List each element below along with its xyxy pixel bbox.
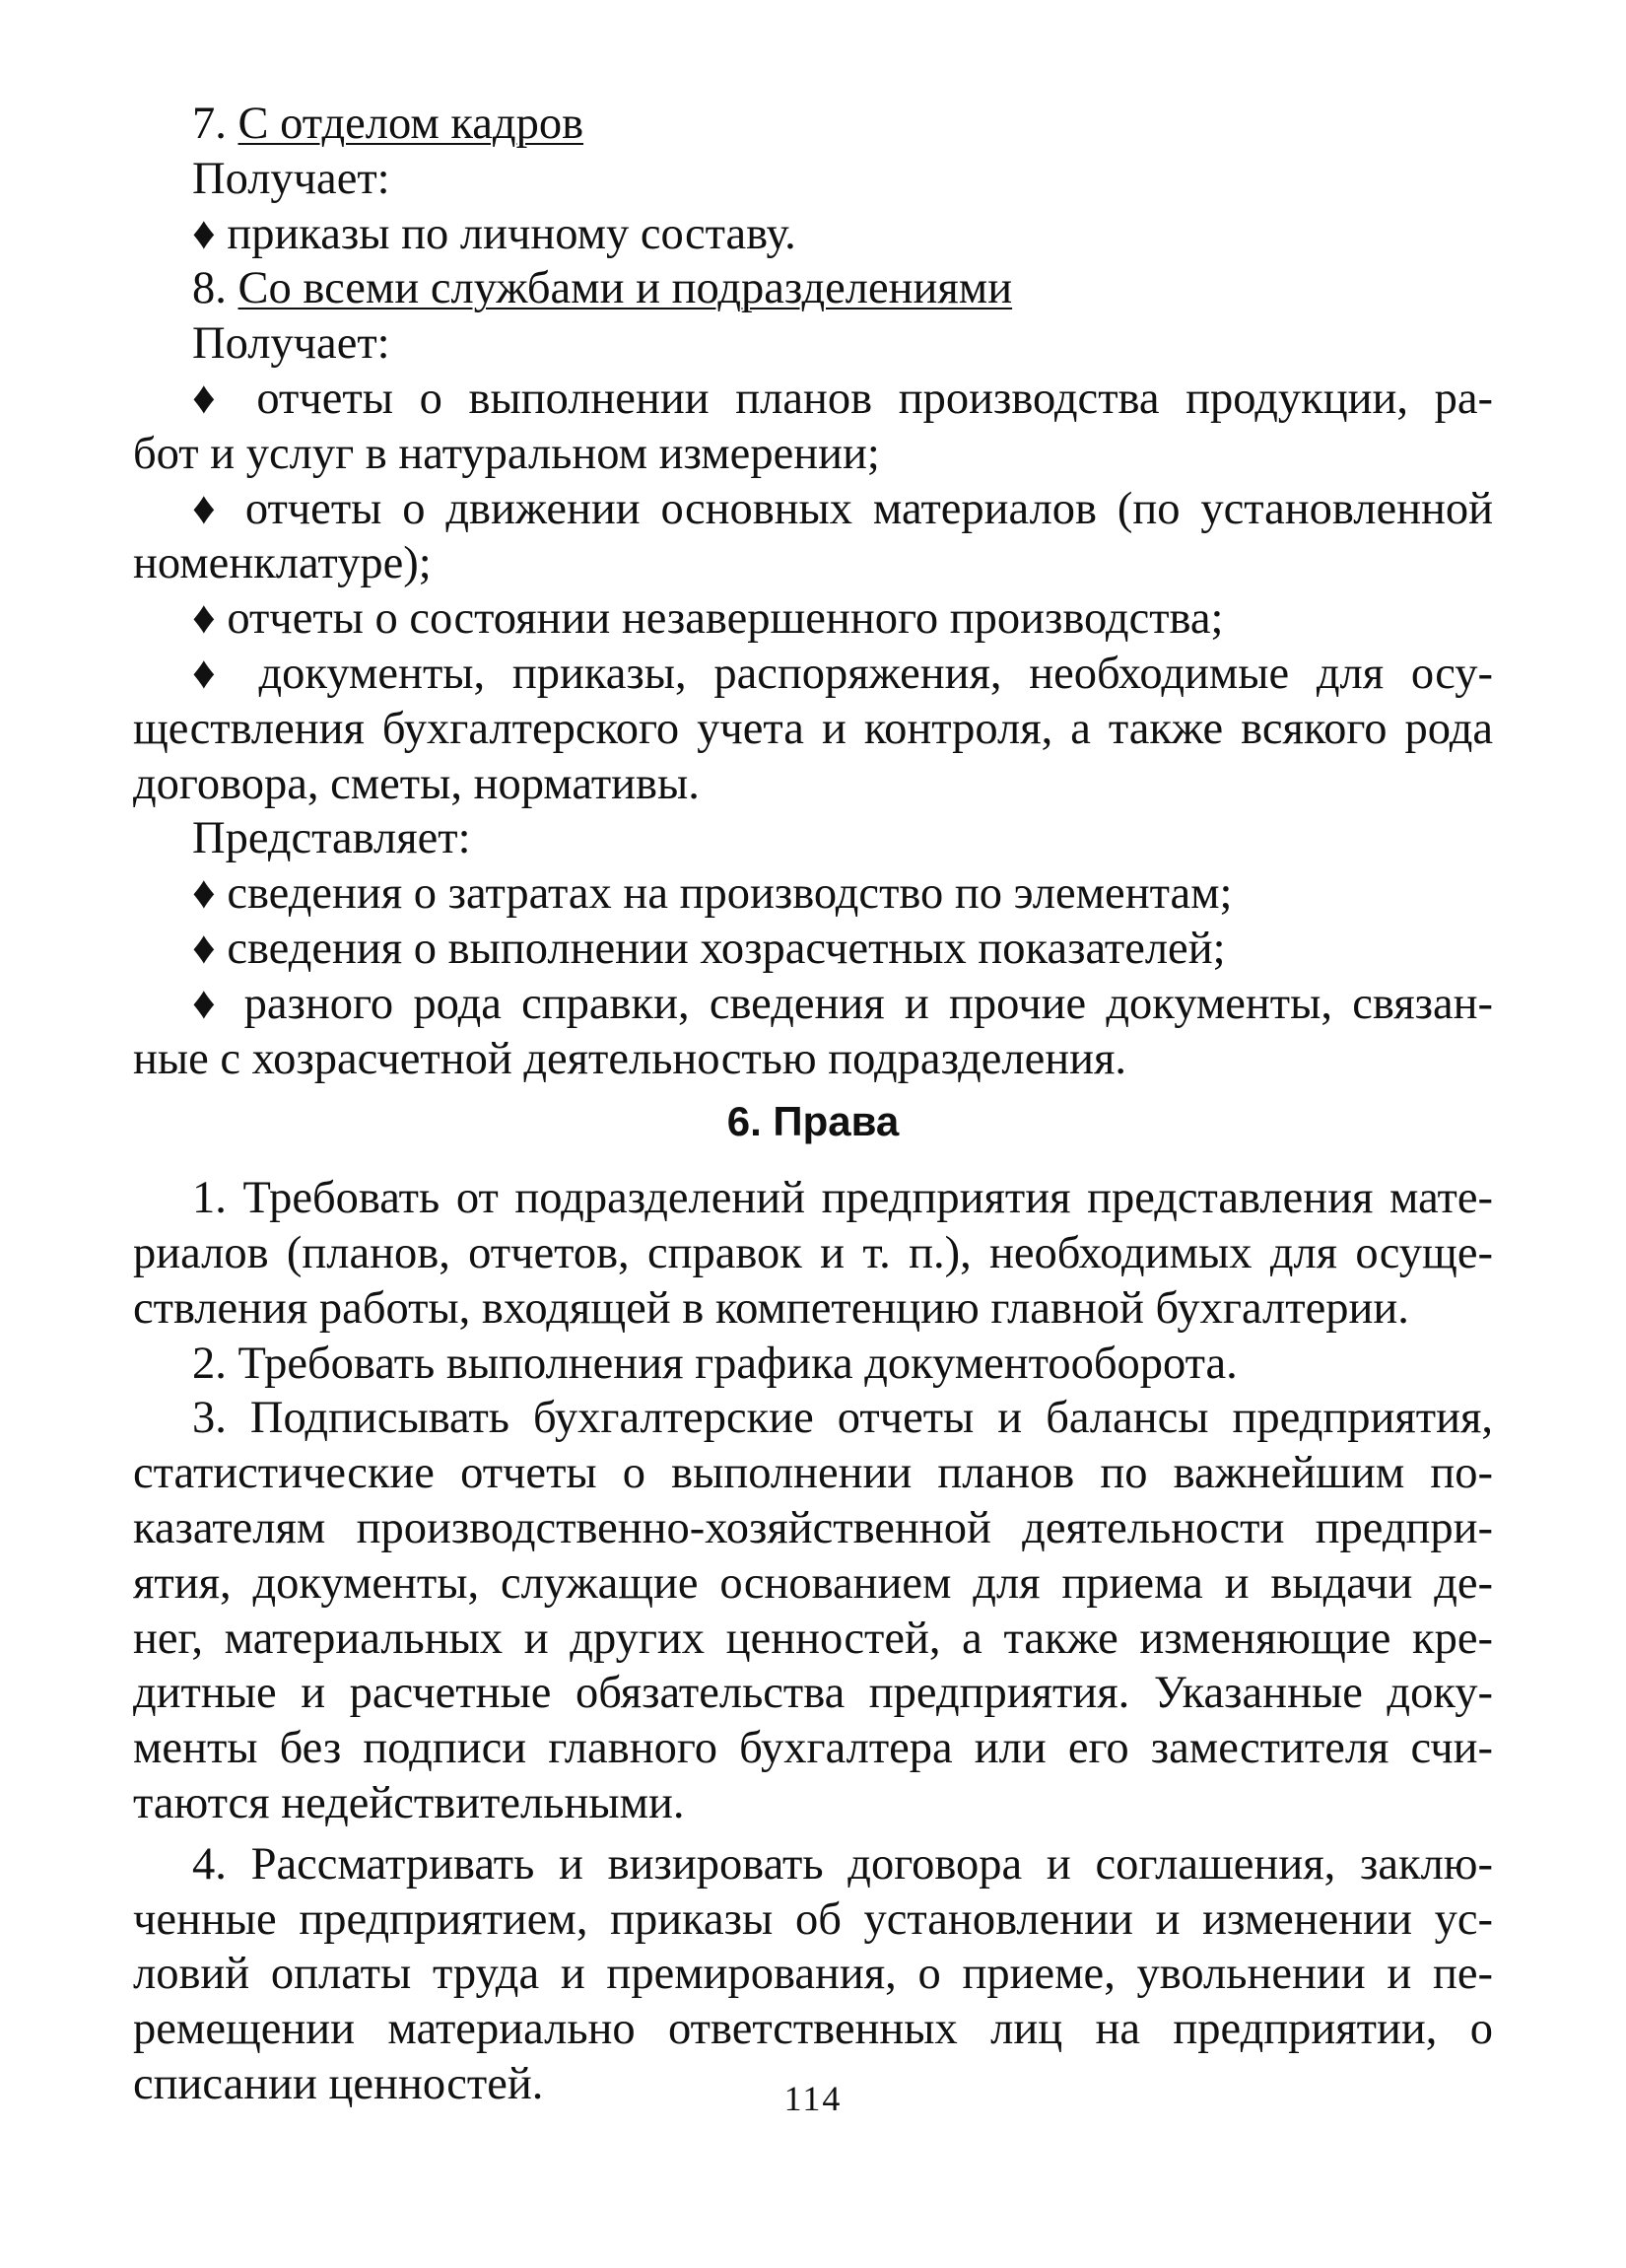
paragraph-line: статистические отчеты о выполнении планов по важнейшим по- [133,1448,1493,1499]
bullet-line: ♦ разного рода справки, сведения и прочие документы, связан- [192,978,1493,1029]
bullet-line: ♦ отчеты о движении основных материалов (по установленной [192,483,1493,534]
paragraph-line: ченные предприятием, приказы об установлении и изменении ус- [133,1893,1493,1945]
bullet-line: ♦ сведения о выполнении хозрасчетных показателей; [192,923,1226,974]
provides-label: Представляет: [192,813,471,864]
paragraph-line: таются недействительными. [133,1777,685,1828]
bullet-line: ♦ отчеты о состоянии незавершенного производства; [192,593,1224,645]
paragraph-line: нег, материальных и других ценностей, а также изменяющие кре- [133,1613,1493,1664]
item-title: С отделом кадров [237,99,584,149]
paragraph-line: списании ценностей. [133,2058,544,2109]
paragraph-line: ремещении материально ответственных лиц на предприятии, о [133,2004,1493,2055]
paragraph-line: казателям производственно-хозяйственной деятельности предпри- [133,1502,1493,1553]
page-body [133,97,1493,2112]
bullet-line: бот и услуг в натуральном измерении; [133,428,880,479]
bullet-line: ществления бухгалтерского учета и контроля, а также всякого рода [133,703,1493,754]
item-8-heading [133,261,1493,316]
paragraph-line: 3. Подписывать бухгалтерские отчеты и балансы предприятия, [192,1393,1493,1444]
section-title: 6. Права [726,1098,900,1145]
paragraph-line: ятия, документы, служащие основанием для приема и выдачи де- [133,1557,1493,1609]
page-number: 114 [783,2079,843,2118]
bullet-line: договора, сметы, нормативы. [133,758,700,809]
item-number: 8. [192,263,238,314]
item-title: Со всеми службами и подразделениями [237,263,1013,314]
paragraph-line: ловий оплаты труда и премирования, о приеме, увольнении и пе- [133,1949,1493,2000]
bullet-line: ♦ отчеты о выполнении планов производства продукции, ра- [192,373,1493,424]
bullet-line: ♦ документы, приказы, распоряжения, необходимые для осу- [192,648,1493,699]
item-7-heading [133,97,1493,152]
bullet-line: номенклатуре); [133,538,432,589]
bullet-line: ные с хозрасчетной деятельностью подразделения. [133,1033,1127,1084]
bullet-line: ♦ сведения о затратах на производство по элементам; [192,868,1233,920]
paragraph-line: 2. Требовать выполнения графика документооборота. [192,1338,1238,1389]
paragraph-line: 1. Требовать от подразделений предприятия представления мате- [192,1173,1493,1224]
receives-label: Получает: [192,318,390,370]
paragraph-line: менты без подписи главного бухгалтера или его заместителя счи- [133,1723,1493,1774]
paragraph-line: риалов (планов, отчетов, справок и т. п.), необходимых для осуще- [133,1227,1493,1278]
paragraph-line: 4. Рассматривать и визировать договора и соглашения, заклю- [192,1838,1493,1890]
receives-label: Получает: [192,153,390,204]
paragraph-line: дитные и расчетные обязательства предприятия. Указанные доку- [133,1668,1493,1719]
paragraph-line: ствления работы, входящей в компетенцию главной бухгалтерии. [133,1282,1409,1334]
item-number: 7. [192,99,238,149]
bullet-line: ♦ приказы по личному составу. [192,208,796,259]
